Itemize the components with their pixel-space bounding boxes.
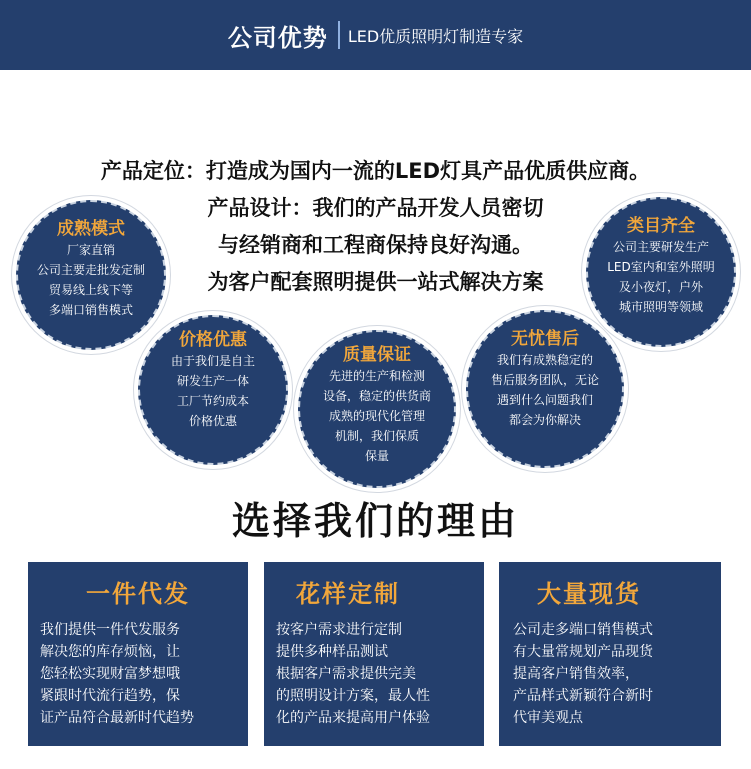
circle-line: 城市照明等领域 (618, 300, 703, 314)
card-title: 花样定制 (296, 580, 400, 608)
card-line: 提供多种样品测试 (276, 644, 388, 660)
circle-mature-model (16, 200, 166, 350)
card-line: 的照明设计方案，最人性 (276, 688, 430, 704)
circle-line: 贸易线上线下等 (48, 283, 133, 297)
circle-line: 遇到什么问题我们 (496, 393, 593, 407)
circle-title: 类目齐全 (627, 216, 695, 236)
circle-line: 公司主要研发生产 (612, 240, 709, 254)
header-title: 公司优势 (227, 23, 328, 52)
reasons-heading: 选择我们的理由 (231, 499, 519, 543)
card-large-stock (499, 562, 721, 746)
card-title: 大量现货 (537, 580, 641, 608)
header-subtitle: LED优质照明灯制造专家 (347, 26, 524, 46)
card-line: 证产品符合最新时代趋势 (40, 710, 194, 726)
intro-line-solution: 为客户配套照明提供一站式解决方案 (207, 270, 544, 294)
circle-line: 先进的生产和检测 (328, 369, 425, 383)
circle-line: 成熟的现代化管理 (328, 409, 425, 423)
circle-title: 成熟模式 (57, 219, 125, 239)
intro-line-positioning: 产品定位：打造成为国内一流的LED灯具产品优质供应商。 (100, 159, 651, 183)
circle-line: 工厂节约成本 (176, 394, 249, 408)
card-title: 一件代发 (86, 580, 190, 608)
card-line: 化的产品来提高用户体验 (276, 710, 430, 726)
card-line: 公司走多端口销售模式 (513, 622, 653, 638)
circle-quality-guarantee (298, 330, 456, 488)
circle-line: 多端口销售模式 (48, 303, 133, 317)
card-dropshipping (28, 562, 248, 746)
intro-line-communication: 与经销商和工程商保持良好沟通。 (218, 233, 533, 257)
circle-line: 由于我们是自主 (170, 354, 255, 368)
intro-line-design: 产品设计：我们的产品开发人员密切 (207, 196, 544, 220)
card-line: 我们提供一件代发服务 (40, 622, 180, 638)
card-line: 提高客户销售效率， (513, 666, 639, 682)
card-line: 您轻松实现财富梦想哦 (40, 666, 180, 682)
circle-line: 售后服务团队，无论 (490, 373, 599, 387)
circle-line: 设备，稳定的供货商 (322, 389, 431, 403)
circle-line: 我们有成熟稳定的 (496, 353, 593, 367)
circle-full-range (586, 197, 736, 347)
circle-line: 公司主要走批发定制 (36, 263, 145, 277)
circle-line: 及小夜灯，户外 (618, 280, 703, 294)
card-line: 产品样式新颖符合新时 (513, 688, 653, 704)
circle-after-sales (466, 310, 624, 468)
circle-line: 价格优惠 (188, 414, 237, 428)
card-line: 根据客户需求提供完美 (276, 666, 416, 682)
circle-line: LED室内和室外照明 (607, 260, 715, 274)
card-line: 按客户需求进行定制 (276, 622, 402, 638)
card-line: 代审美观点 (513, 710, 583, 726)
header-banner (0, 0, 751, 70)
card-line: 紧跟时代流行趋势，保 (40, 688, 180, 704)
card-line: 有大量常规划产品现货 (513, 644, 653, 660)
card-custom-design (264, 562, 484, 746)
circle-line: 都会为你解决 (508, 413, 581, 427)
circle-title: 质量保证 (343, 345, 411, 365)
circle-line: 保量 (364, 449, 389, 463)
circle-line: 厂家直销 (66, 243, 115, 257)
card-line: 解决您的库存烦恼，让 (40, 644, 180, 660)
circle-price-advantage (138, 315, 288, 465)
circle-title: 价格优惠 (179, 330, 247, 350)
circle-line: 机制，我们保质 (334, 429, 419, 443)
header-divider (338, 21, 340, 49)
circle-title: 无忧售后 (511, 329, 579, 349)
circle-line: 研发生产一体 (176, 374, 249, 388)
